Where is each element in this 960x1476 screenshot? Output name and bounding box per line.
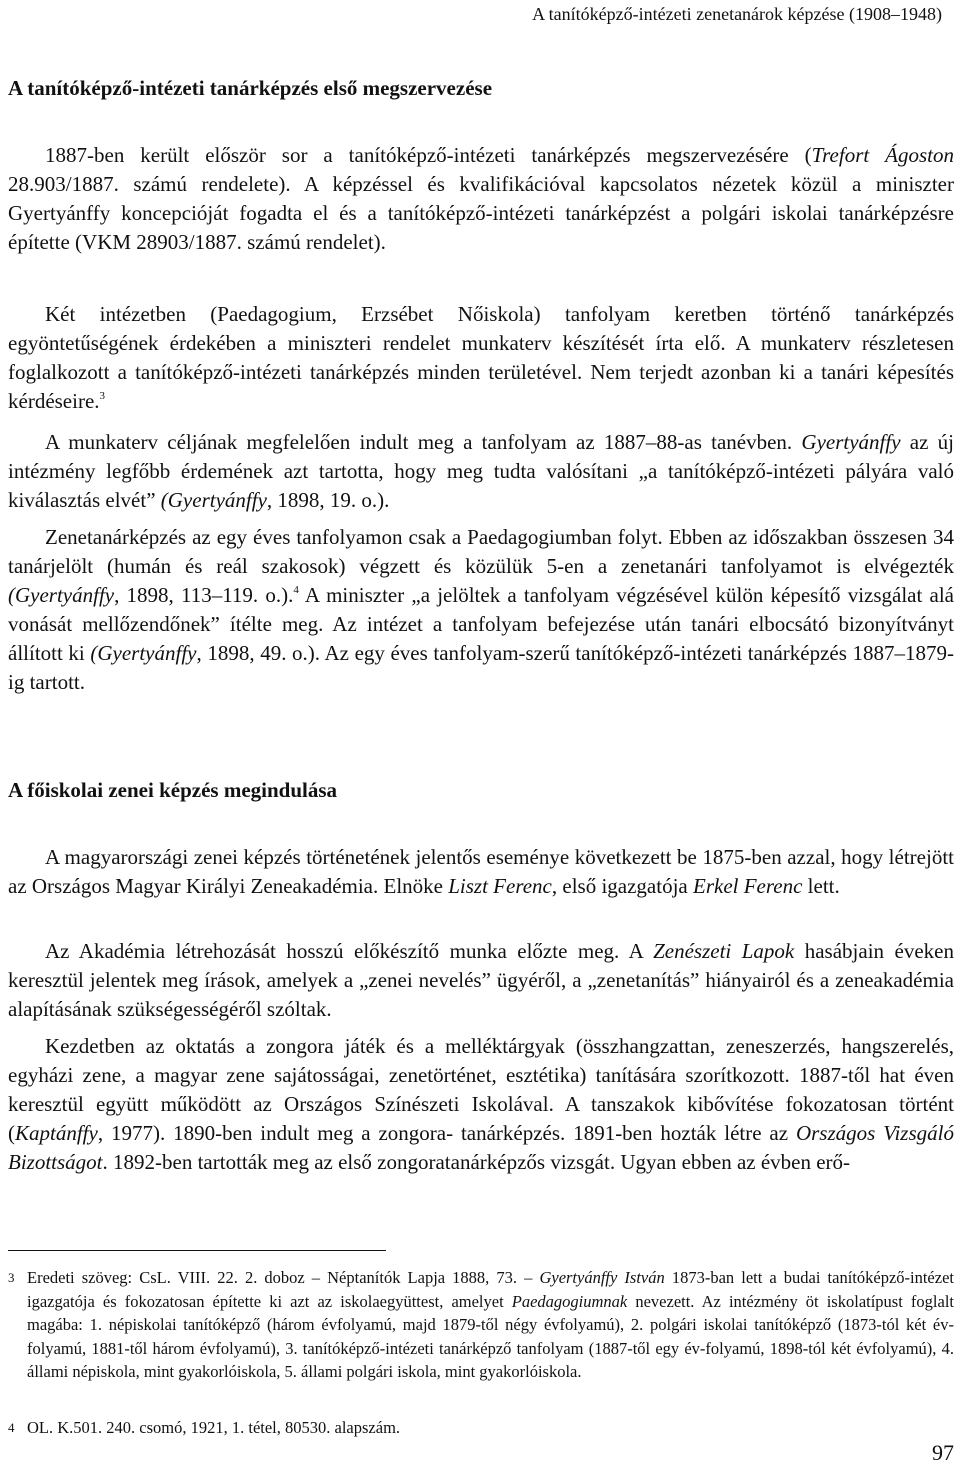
footnote-separator (8, 1250, 386, 1251)
paragraph: Két intézetben (Paedagogium, Erzsébet Nőiskola) tanfolyam keretben történő tanárképzés egyöntetűségének érdekében a miniszteri rendelet munkaterv készítését írta elő. A munkaterv részletesen foglalkozott a tanítóképző-intézeti tanárképzés minden területével. Nem terjedt azonban ki a tanári képesítés kérdéseire.$^3$ (8, 302, 954, 413)
paragraph: 1887-ben került először sor a tanítóképző-intézeti tanárképzés megszervezésére (Trefort Ágoston 28.903/1887. számú rendelete). A képzéssel és kvalifikációval kapcsolatos nézetek közül a miniszter Gyertyánffy koncepcióját fogadta el és a tanítóképző-intézeti tanárképzést a polgári iskolai tanárképzésre építette (VKM 28903/1887. számú rendelet). (8, 143, 954, 254)
section-heading-teacher-training: A tanítóképző-intézeti tanárképzés első megszervezése (8, 76, 493, 100)
paragraph: Az Akadémia létrehozását hosszú előkészítő munka előzte meg. A Zenészeti Lapok hasábjain éveken keresztül jelentek meg írások, amelyek a „zenei nevelés” ügyéről, a „zenetanítás” hiányairól és a zeneakadémia alapításának szükségességéről szóltak. (8, 939, 954, 1021)
footnote-ref: 3 (99, 390, 106, 402)
page-number: 97 (932, 1440, 954, 1465)
footnote-number: 3 (8, 1270, 15, 1285)
paragraph: A magyarországi zenei képzés történetének jelentős eseménye következett be 1875-ben azzal, hogy létrejött az Országos Magyar Királyi Zeneakadémia. Elnöke Liszt Ferenc, első igazgatója Erkel Ferenc lett. (8, 845, 954, 898)
footnote-3 (8, 1266, 954, 1384)
footnote-4 (8, 1416, 954, 1440)
paragraph: A munkaterv céljának megfelelően indult meg a tanfolyam az 1887–88-as tanévben. Gyertyánffy az új intézmény legfőbb érdemének azt tartotta, hogy meg tudta valósítani „a tanítóképző-intézeti pályára való kiválasztás elvét” (Gyertyánffy, 1898, 19. o.). (8, 430, 954, 512)
footnote-ref: 4 (293, 584, 299, 596)
paragraph: Kezdetben az oktatás a zongora játék és a melléktárgyak (összhangzattan, zeneszerzés, hangszerelés, egyházi zene, a magyar zene sajátosságai, zenetörténet, esztétika) tanítására szorítkozott. 1887-től hat éven keresztül együtt működött az Országos Színészeti Iskolával. A tanszakok kibővítése fokozatosan történt (Kaptánffy, 1977). 1890-ben indult meg a zongora- tanárképzés. 1891-ben hozták létre az Országos Vizsgáló Bizottságot. 1892-ben tartották meg az első zongoratanárképzős vizsgát. Ugyan ebben az évben erő- (8, 1034, 954, 1174)
footnote-text: Eredeti szöveg: CsL. VIII. 22. 2. doboz – Néptanítók Lapja 1888, 73. – Gyertyánffy István 1873-ban lett a budai tanítóképző-intézet igazgatója és fokozatosan építette ki azt az iskolaegyüttest, amelyet Paedagogiumnak nevezett. Az intézmény öt iskolatípust foglalt magába: 1. népiskolai tanítóképző (három évfolyamú, majd 1879-től négy évfolyamú), 2. polgári iskolai tanítóképző (1873-tól két év-folyamú, 1881-től három évfolyamú), 3. tanítóképző-intézeti tanárképző tanfolyam (1887-től egy év-folyamú, 1898-tól két évfolyamú), 4. állami népiskola, mint gyakorlóiskola, 5. állami polgári iskola, mint gyakorlóiskola. (27, 1268, 954, 1381)
running-head: A tanítóképző-intézeti zenetanárok képzése (1908–1948) (532, 4, 942, 24)
footnote-number: 4 (8, 1420, 15, 1435)
paragraph: Zenetanárképzés az egy éves tanfolyamon csak a Paedagogiumban folyt. Ebben az időszakban összesen 34 tanárjelölt (humán és reál szakosok) végzett és közülük 5-en a zenetanári tanfolyamot is elvégezték (Gyertyánffy, 1898, 113–119. o.).$^4$ A miniszter „a jelöltek a tanfolyam végzésével külön képesítő vizsgálat alá vonását mellőzendőnek” ítélte meg. Az intézet a tanfolyam befejezése után tanári elbocsátó bizonyítványt állított ki (Gyertyánffy, 1898, 49. o.). Az egy éves tanfolyam-szerű tanítóképző-intézeti tanárképzés 1887–1879-ig tartott. (8, 525, 954, 694)
footnote-text: OL. K.501. 240. csomó, 1921, 1. tétel, 80530. alapszám. (27, 1418, 401, 1437)
section-heading-music-education: A főiskolai zenei képzés megindulása (8, 778, 338, 802)
